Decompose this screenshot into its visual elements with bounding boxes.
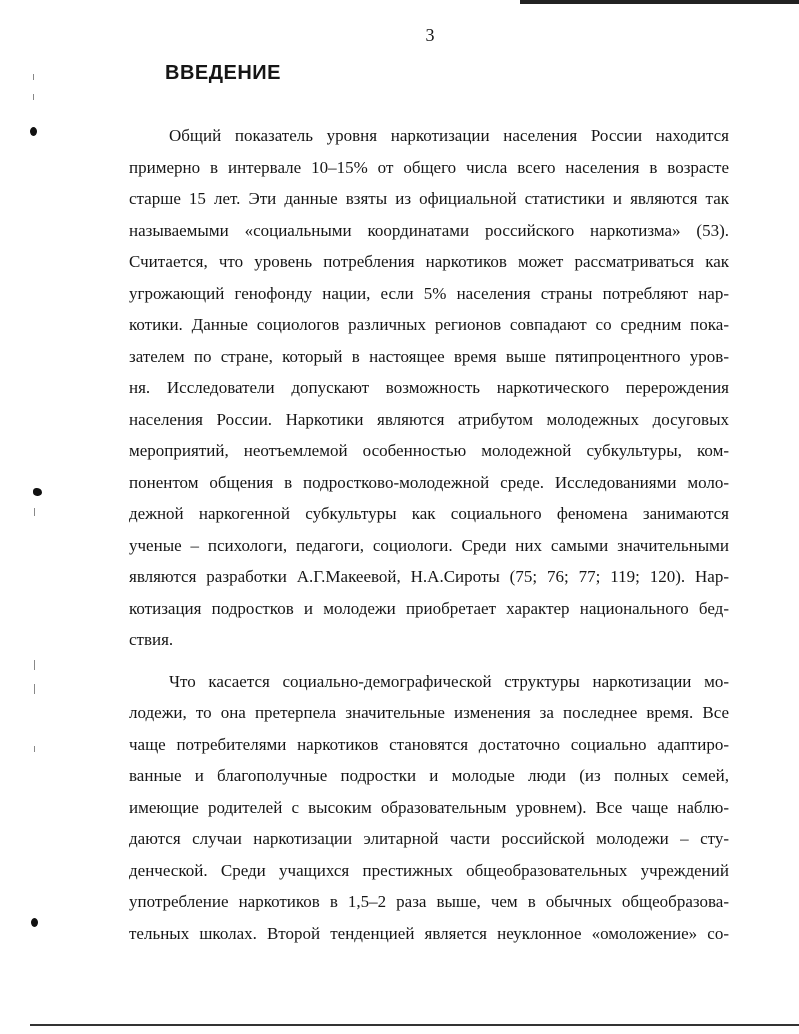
text-line: зателем по стране, который в настоящее время выше пятипроцентного уров-: [129, 346, 729, 366]
text-line: котизация подростков и молодежи приобретает характер национального бед-: [129, 598, 729, 618]
text-line: являются разработки А.Г.Макеевой, Н.А.Сироты (75; 76; 77; 119; 120). Нар-: [129, 567, 729, 586]
text-line: дежной наркогенной субкультуры как социального феномена занимаются: [129, 504, 729, 523]
text-line: понентом общения в подростково-молодежной среде. Исследованиями моло-: [129, 472, 729, 492]
text-line: употребление наркотиков в 1,5–2 раза выше, чем в обычных общеобразова-: [129, 892, 729, 911]
text-line: называемыми «социальными координатами российского наркотизма» (53).: [129, 220, 729, 240]
text-line: чаще потребителями наркотиков становятся достаточно социально адаптиро-: [129, 734, 729, 754]
text-line: ня. Исследователи допускают возможность наркотического перерождения: [129, 378, 729, 397]
scan-tick: [34, 746, 35, 752]
text-line: старше 15 лет. Эти данные взяты из официальной статистики и являются так: [129, 189, 729, 208]
page-number: 3: [425, 25, 435, 45]
paragraph-1: [129, 120, 729, 656]
scan-tick: [34, 660, 35, 670]
bottom-border-line: [30, 1024, 799, 1026]
text-line: ванные и благополучные подростки и молодые люди (из полных семей,: [129, 766, 729, 785]
text-line: Что касается социально-демографической структуры наркотизации мо-: [169, 671, 729, 691]
text-line: даются случаи наркотизации элитарной части российской молодежи – сту-: [129, 829, 729, 848]
text-line: ствия.: [129, 630, 174, 649]
top-border-line: [520, 0, 799, 4]
scan-mark: [31, 918, 38, 927]
scan-mark: [33, 488, 42, 496]
scan-tick: [34, 508, 35, 516]
scan-tick: [34, 684, 35, 694]
body-text: [129, 120, 729, 949]
text-line: Считается, что уровень потребления наркотиков может рассматриваться как: [129, 252, 729, 271]
text-line: ученые – психологи, педагоги, социологи. Среди них самыми значительными: [129, 535, 729, 555]
section-heading: ВВЕДЕНИЕ: [165, 62, 281, 84]
text-line: Общий показатель уровня наркотизации населения России находится: [169, 126, 729, 145]
text-line: денческой. Среди учащихся престижных общеобразовательных учреждений: [129, 860, 729, 880]
text-line: населения России. Наркотики являются атрибутом молодежных досуговых: [129, 409, 729, 429]
paragraph-spacer: [129, 656, 729, 666]
text-line: имеющие родителей с высоким образовательным уровнем). Все чаще наблю-: [129, 797, 729, 817]
scan-tick: [33, 94, 34, 100]
text-line: мероприятий, неотъемлемой особенностью молодежной субкультуры, ком-: [129, 441, 729, 460]
text-line: угрожающий генофонду нации, если 5% населения страны потребляют нар-: [129, 283, 729, 303]
text-line: примерно в интервале 10–15% от общего числа всего населения в возрасте: [129, 157, 729, 177]
text-line: котики. Данные социологов различных регионов совпадают со средним пока-: [129, 315, 729, 334]
text-line: лодежи, то она претерпела значительные изменения за последнее время. Все: [129, 703, 729, 722]
scan-tick: [33, 74, 34, 80]
paragraph-2: [129, 666, 729, 950]
text-line: тельных школах. Второй тенденцией является неуклонное «омоложение» со-: [129, 923, 729, 943]
scan-mark: [30, 127, 37, 136]
